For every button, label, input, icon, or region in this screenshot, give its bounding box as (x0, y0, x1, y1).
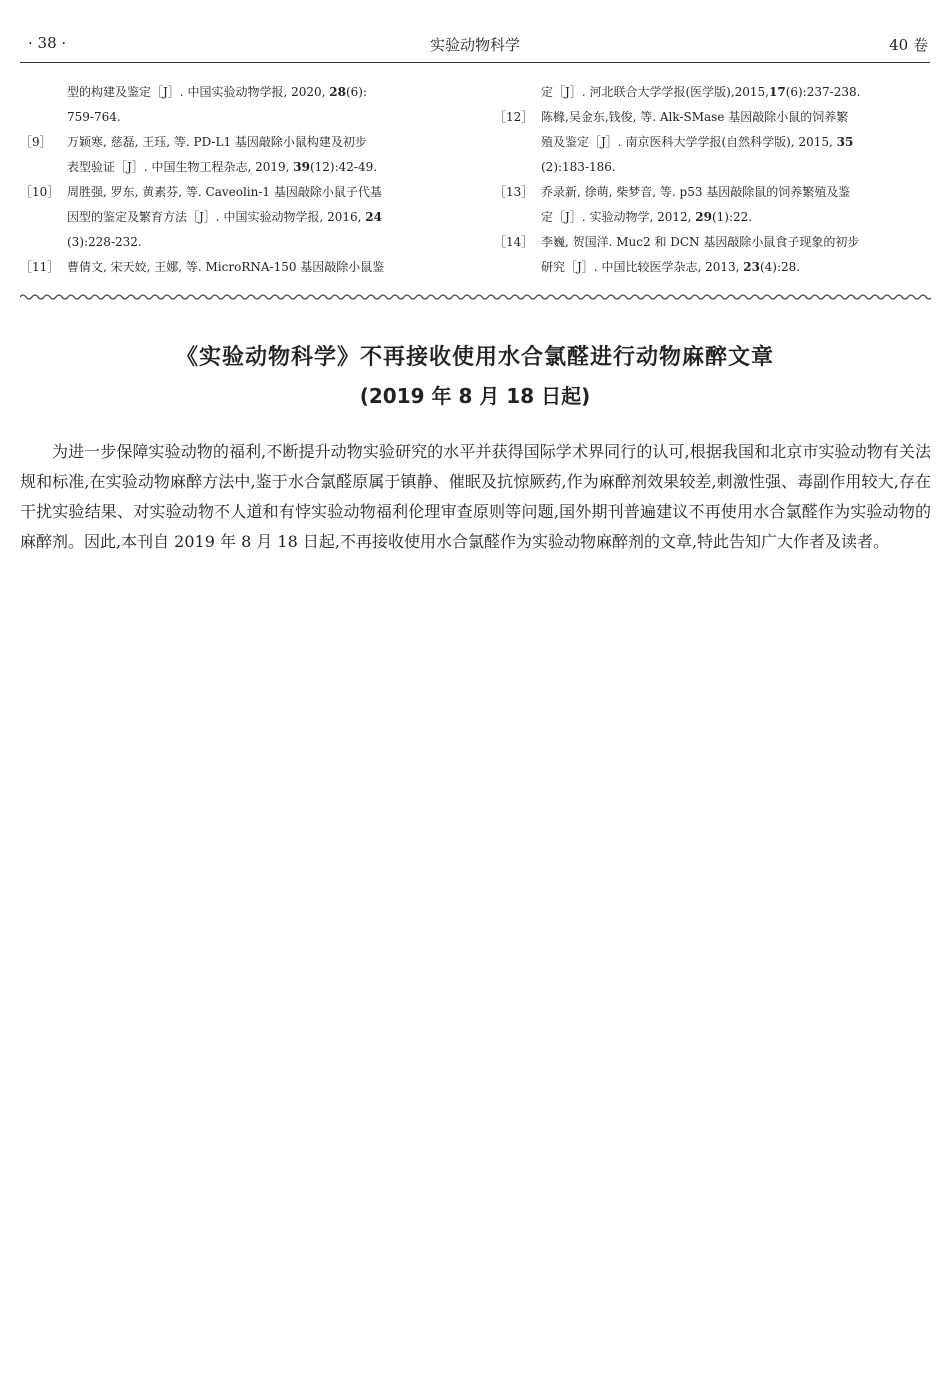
reference-12 (494, 105, 931, 180)
notice-title: 《实验动物科学》不再接收使用水合氯醛进行动物麻醉文章 (175, 345, 774, 370)
reference-number: ［11］ (20, 260, 60, 274)
reference-number: ［14］ (494, 235, 534, 249)
reference-10 (20, 180, 456, 255)
reference-number: ［12］ (494, 110, 534, 124)
reference-number: ［13］ (494, 185, 534, 199)
reference-text: 李巍, 贺国洋. Muc2 和 DCN 基因敲除小鼠食子现象的初步 研究［J］. 中国比较医学杂志, 2013, 23(4):28. (541, 235, 860, 274)
reference-9 (20, 130, 456, 180)
page-number: · 38 · (28, 34, 67, 52)
reference-text: 定［J］. 河北联合大学学报(医学版),2015,17(6):237-238. (541, 85, 861, 99)
reference-text: 周胜强, 罗东, 黄素芬, 等. Caveolin-1 基因敲除小鼠子代基 因型的鉴定及繁育方法［J］. 中国实验动物学报, 2016, 24 (3):228-232. (67, 185, 382, 249)
reference-number: ［9］ (20, 135, 52, 149)
reference-text: 型的构建及鉴定［J］. 中国实验动物学报, 2020, 28(6): 759-764. (67, 85, 367, 124)
page-header (20, 30, 930, 56)
reference-text: 乔录新, 徐萌, 柴梦音, 等. p53 基因敲除鼠的饲养繁殖及鉴 定［J］. 实验动物学, 2012, 29(1):22. (541, 185, 851, 224)
reference-text: 陈橼,吴金东,钱俊, 等. Alk-SMase 基因敲除小鼠的饲养繁 殖及鉴定［J］. 南京医科大学学报(自然科学版), 2015, 35 (2):183-186. (541, 110, 854, 174)
header-divider (20, 62, 930, 63)
volume-label: 40 卷 (889, 36, 928, 54)
reference-text: 万颖寒, 慈磊, 王珏, 等. PD-L1 基因敲除小鼠构建及初步 表型验证［J］. 中国生物工程杂志, 2019, 39(12):42-49. (67, 135, 378, 174)
reference-14 (494, 230, 931, 280)
journal-name: 实验动物科学 (429, 36, 520, 54)
references-left-column (20, 80, 456, 280)
references-right-column (494, 80, 931, 280)
reference-11-continued (494, 80, 931, 105)
reference-13 (494, 180, 931, 230)
reference-11 (20, 255, 456, 280)
notice-body: 为进一步保障实验动物的福利,不断提升动物实验研究的水平并获得国际学术界同行的认可,根据我国和北京市实验动物有关法规和标准,在实验动物麻醉方法中,鉴于水合氯醛原属于镇静、催眠及抗惊厥药,作为麻醉剂效果较差,刺激性强、毒副作用较大,存在干扰实验结果、对实验动物不人道和有悖实验动物福利伦理审查原则等问题,国外期刊普遍建议不再使用水合氯醛作为实验动物的麻醉剂。因此,本刊自 2019 年 8 月 18 日起,不再接收使用水合氯醛作为实验动物麻醉剂的文章,特此告知广大作者及读者。 (20, 442, 931, 551)
wavy-divider (20, 290, 931, 304)
reference-number: ［10］ (20, 185, 60, 199)
notice-subtitle: (2019 年 8 月 18 日起) (359, 384, 591, 408)
reference-8-continued (20, 80, 456, 130)
reference-text: 曹倩文, 宋天姣, 王娜, 等. MicroRNA-150 基因敲除小鼠鉴 (67, 260, 385, 274)
